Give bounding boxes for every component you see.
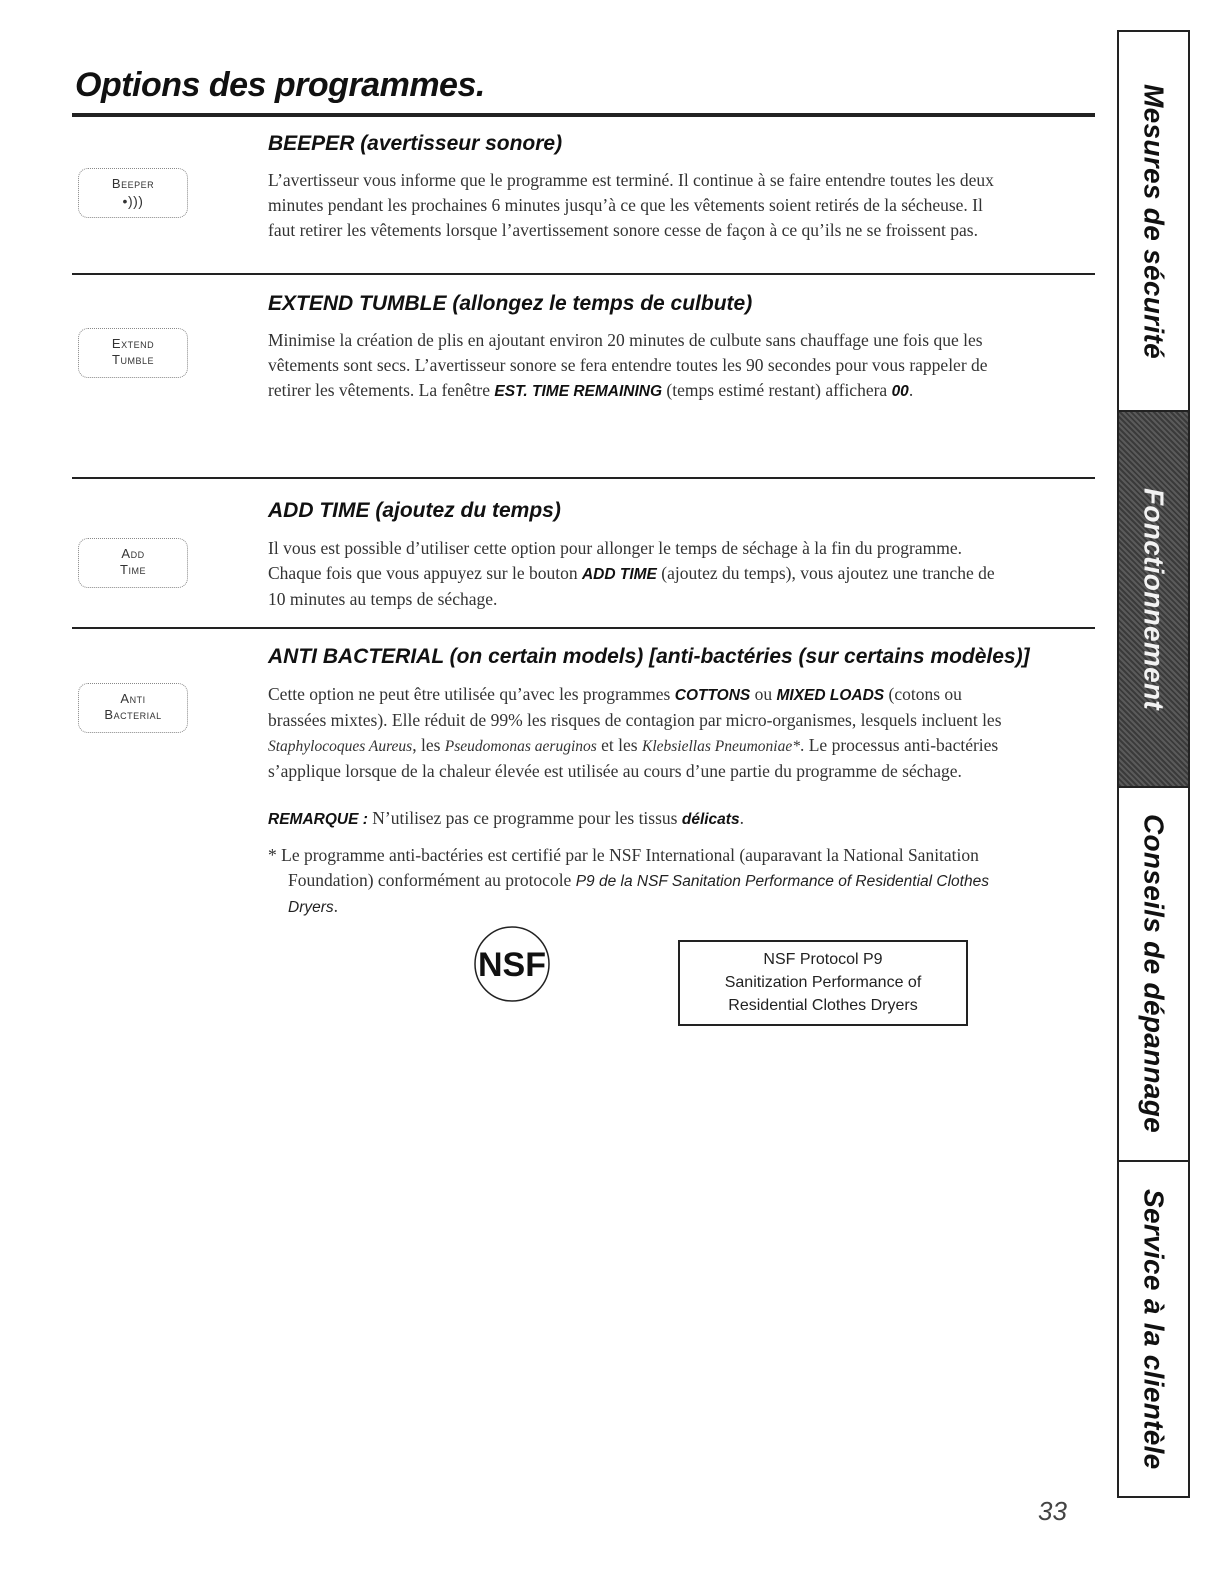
extend-tumble-heading: EXTEND TUMBLE (allongez le temps de culbute) (268, 292, 753, 315)
remark-note: REMARQUE : N’utilisez pas ce programme pour les tissus délicats. (268, 808, 744, 828)
beeper-button-icon (78, 168, 188, 218)
side-navigation (1117, 30, 1190, 1498)
beeper-button-label: Beeper (111, 176, 155, 191)
nsf-footnote: * Le programme anti-bactéries est certifié par le NSF International (auparavant la National Sanitation Foundation) conformément au protocole P9 de la NSF Sanitation Performance of Residential Clothes Dryers. (268, 845, 989, 916)
title-rule (72, 113, 1095, 117)
add-time-label-line1: Add (121, 546, 145, 561)
extend-tumble-description: Minimise la création de plis en ajoutant environ 20 minutes de culbute sans chauffage une fois que les vêtements sont secs. L’avertisseur sonore se fera entendre toutes les 90 secondes pour vous rappeler de retirer les vêtements. La fenêtre EST. TIME REMAINING (temps estimé restant) affichera 00. (268, 330, 988, 400)
page-number: 33 (1038, 1496, 1067, 1526)
side-tab-label: Mesures de sécurité (1138, 83, 1170, 359)
side-tab-label: Conseils de dépannage (1138, 814, 1170, 1134)
section-divider (72, 273, 1095, 275)
nsf-box-line: Residential Clothes Dryers (728, 997, 918, 1014)
beeper-description: L’avertisseur vous informe que le programme est terminé. Il continue à se faire entendre toutes les deux minutes pendant les prochaines 6 minutes jusqu’à ce que les vêtements soient retirés de la sécheuse. Il faut retirer les vêtements lorsque l’avertissement sonore cesse de façon à ce qu’ils ne se froissent pas. (268, 170, 994, 240)
anti-bacterial-label-line2: Bacterial (104, 707, 162, 722)
side-tab-fonctionnement[interactable] (1119, 410, 1188, 786)
nsf-logo (472, 924, 552, 1004)
beeper-heading: BEEPER (avertisseur sonore) (268, 132, 563, 155)
add-time-label-line2: Time (120, 562, 146, 577)
anti-bacterial-button-icon (78, 683, 188, 733)
nsf-protocol-box (678, 940, 968, 1026)
add-time-heading: ADD TIME (ajoutez du temps) (268, 499, 561, 522)
add-time-button-icon (78, 538, 188, 588)
side-tab-mesures-de-securite[interactable] (1119, 32, 1188, 410)
extend-tumble-button-icon (78, 328, 188, 378)
page-title: Options des programmes. (75, 66, 485, 104)
side-tab-conseils-de-depannage[interactable] (1119, 786, 1188, 1160)
nsf-box-line: Sanitization Performance of (724, 974, 922, 991)
side-tab-label: Fonctionnement (1138, 488, 1170, 710)
side-tab-label: Service à la clientèle (1138, 1188, 1170, 1470)
extend-tumble-label-line1: Extend (111, 336, 155, 351)
section-divider (72, 477, 1095, 479)
anti-bacterial-label-line1: Anti (120, 691, 146, 706)
nsf-box-line: NSF Protocol P9 (763, 951, 883, 968)
anti-bacterial-heading: ANTI BACTERIAL (on certain models) [anti-bactéries (sur certains modèles)] (268, 645, 1030, 668)
nsf-logo-text: NSF (478, 946, 546, 984)
anti-bacterial-description: Cette option ne peut être utilisée qu’avec les programmes COTTONS ou MIXED LOADS (cotons ou brassées mixtes). Elle réduit de 99% les risques de contagion par micro-organismes, lesquels incluent les Staphylocoques Aureus, les Pseudomonas aeruginos et les Klebsiellas Pneumoniae*. Le processus anti-bactéries s’applique lorsque de la chaleur élevée est utilisée au cours d’une partie du programme de séchage. (268, 684, 1002, 781)
section-divider (72, 627, 1095, 629)
side-tab-service-a-la-clientele[interactable] (1119, 1160, 1188, 1496)
sound-icon: •))) (122, 193, 144, 209)
extend-tumble-label-line2: Tumble (112, 352, 154, 367)
add-time-description: Il vous est possible d’utiliser cette option pour allonger le temps de séchage à la fin du programme. Chaque fois que vous appuyez sur le bouton ADD TIME (ajoutez du temps), vous ajoutez une tranche de 10 minutes au temps de séchage. (268, 538, 995, 609)
